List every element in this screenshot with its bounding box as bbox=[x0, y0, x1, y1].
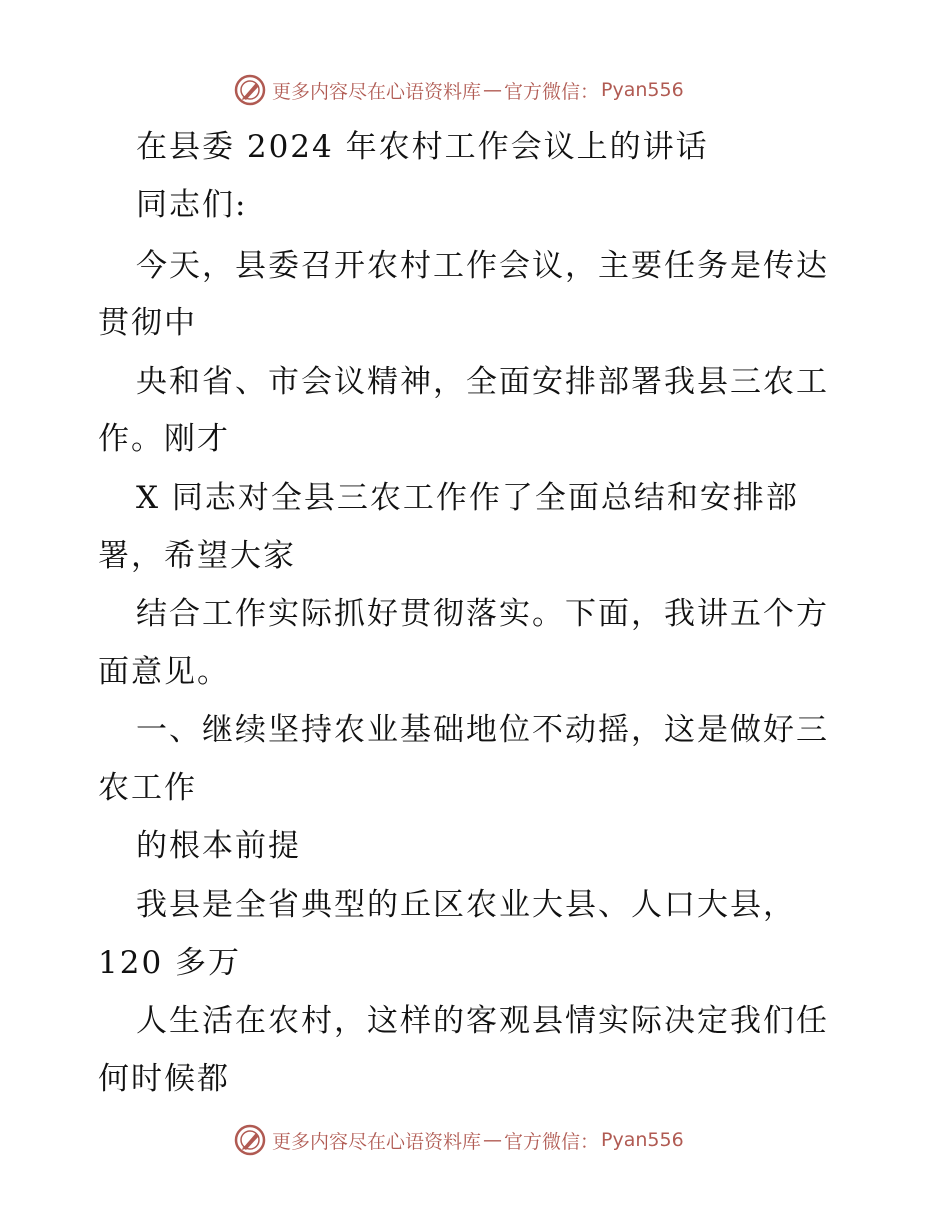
footer-watermark bbox=[234, 1122, 684, 1158]
text-line: 我县是全省典型的丘区农业大县、人口大县， bbox=[136, 887, 796, 923]
watermark-separator: — bbox=[483, 79, 503, 101]
text-line: 结合工作实际抓好贯彻落实。下面，我讲五个方 bbox=[136, 596, 829, 632]
text-line: 120 多万 bbox=[98, 945, 242, 981]
text-line: 贯彻中 bbox=[98, 305, 197, 341]
text-line: X 同志对全县三农工作作了全面总结和安排部 bbox=[136, 480, 799, 516]
section-heading: 一、继续坚持农业基础地位不动摇，这是做好三 bbox=[136, 712, 829, 748]
text-line: 今天，县委召开农村工作会议，主要任务是传达 bbox=[136, 248, 829, 284]
watermark-text: 更多内容尽在心语资料库 bbox=[272, 80, 482, 103]
section-heading: 的根本前提 bbox=[136, 828, 301, 864]
text-line: 署，希望大家 bbox=[98, 538, 296, 574]
text-line: 作。刚才 bbox=[98, 421, 230, 457]
watermark-text: 更多内容尽在心语资料库 bbox=[272, 1130, 482, 1153]
text-line: 何时候都 bbox=[98, 1061, 230, 1097]
pen-seal-icon bbox=[234, 1124, 266, 1156]
watermark-separator: — bbox=[483, 1129, 503, 1151]
document-title: 在县委 2024 年农村工作会议上的讲话 bbox=[136, 129, 709, 165]
watermark-suffix: 官方微信： bbox=[504, 1130, 600, 1153]
watermark-suffix: 官方微信： bbox=[504, 80, 600, 103]
text-line: 央和省、市会议精神，全面安排部署我县三农工 bbox=[136, 364, 829, 400]
watermark-account: Pyan556 bbox=[601, 79, 684, 101]
text-line: 面意见。 bbox=[98, 654, 230, 690]
section-heading: 农工作 bbox=[98, 770, 197, 806]
salutation: 同志们: bbox=[136, 187, 248, 223]
text-line: 人生活在农村，这样的客观县情实际决定我们任 bbox=[136, 1003, 829, 1039]
watermark-account: Pyan556 bbox=[601, 1129, 684, 1151]
